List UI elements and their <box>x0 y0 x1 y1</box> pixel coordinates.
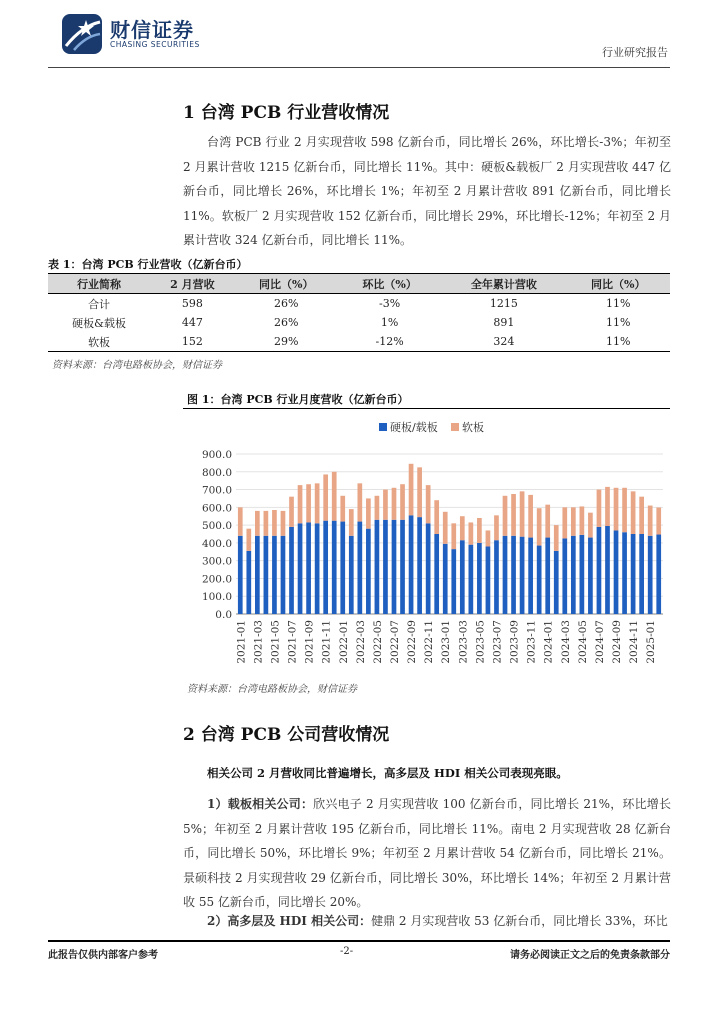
bar-rigid-substrate <box>298 523 303 614</box>
bar-flex <box>477 518 482 543</box>
item2-label: 2）高多层及 HDI 相关公司： <box>207 914 372 928</box>
y-tick-label: 200.0 <box>201 573 232 586</box>
bar-rigid-substrate <box>306 522 311 614</box>
figure1-source: 资料来源：台湾电路板协会，财信证券 <box>187 684 357 695</box>
x-tick-label: 2022-11 <box>423 620 436 664</box>
y-tick-label: 900.0 <box>201 449 232 461</box>
table-cell: 11% <box>606 316 631 329</box>
table-header-cell: 同比（%） <box>235 274 338 294</box>
bar-flex <box>545 505 550 538</box>
header-divider <box>48 67 670 68</box>
bar-flex <box>272 510 277 536</box>
bar-rigid-substrate <box>545 538 550 614</box>
bar-flex <box>443 512 448 544</box>
x-tick-label: 2023-07 <box>491 620 504 664</box>
bar-flex <box>383 490 388 520</box>
bar-rigid-substrate <box>597 527 602 614</box>
x-tick-label: 2023-05 <box>474 620 487 664</box>
section2-item1 <box>183 792 671 915</box>
table-row <box>48 294 670 314</box>
table-cell: 26% <box>274 297 299 310</box>
x-tick-label: 2021-03 <box>252 620 265 664</box>
legend-swatch <box>451 423 459 431</box>
bar-flex <box>639 497 644 534</box>
x-tick-label: 2024-05 <box>576 620 589 664</box>
bar-flex <box>597 490 602 527</box>
bar-rigid-substrate <box>289 527 294 614</box>
bar-flex <box>289 497 294 527</box>
footer-divider <box>48 940 670 942</box>
bar-rigid-substrate <box>460 540 465 614</box>
table-cell: 26% <box>274 316 299 329</box>
bar-rigid-substrate <box>571 536 576 614</box>
bar-flex <box>417 467 422 517</box>
bar-flex <box>622 488 627 532</box>
bar-rigid-substrate <box>332 521 337 614</box>
bar-rigid-substrate <box>340 522 345 614</box>
bar-rigid-substrate <box>639 534 644 614</box>
bar-rigid-substrate <box>648 536 653 614</box>
x-tick-label: 2023-11 <box>525 620 538 664</box>
bar-flex <box>469 522 474 544</box>
x-tick-label: 2021-07 <box>286 620 299 664</box>
table-header-cell: 全年累计营收 <box>441 274 566 294</box>
table-cell: 软板 <box>48 332 150 352</box>
bar-rigid-substrate <box>426 523 431 614</box>
section1-paragraph: 台湾 PCB 行业 2 月实现营收 598 亿新台币，同比增长 26%，环比增长-3%；年初至 2 月累计营收 1215 亿新台币，同比增长 11%。其中：硬板&载板厂 2 月实现营收 447 亿新台币，同比增长 26%，环比增长 1%；年初至 2 月累计营收 891 亿新台币，同比增长 11%。软板厂 2 月实现营收 152 亿新台币，同比增长 29%，环比增长-12%；年初至 2 月累计营收 324 亿新台币，同比增长 11%。 <box>183 135 671 247</box>
bar-rigid-substrate <box>631 534 636 614</box>
bar-flex <box>648 506 653 536</box>
table1-caption: 表 1：台湾 PCB 行业营收（亿新台币） <box>48 258 248 271</box>
bar-rigid-substrate <box>375 520 380 614</box>
bar-flex <box>656 508 661 535</box>
table-cell: -12% <box>338 332 441 352</box>
x-tick-label: 2024-07 <box>593 620 606 664</box>
x-tick-label: 2024-11 <box>628 620 641 664</box>
item1-label: 1）载板相关公司： <box>207 797 314 811</box>
footer-disclaimer-right: 请务必阅读正文之后的免责条款部分 <box>510 950 670 961</box>
bar-rigid-substrate <box>614 530 619 614</box>
table-cell: 598 <box>181 297 203 310</box>
table-cell: 891 <box>493 316 515 329</box>
x-tick-label: 2024-01 <box>542 620 555 664</box>
bar-rigid-substrate <box>246 551 251 614</box>
table-cell: -3% <box>379 297 401 310</box>
bar-rigid-substrate <box>562 538 567 614</box>
table-header-cell: 同比（%） <box>567 274 670 294</box>
bar-rigid-substrate <box>511 536 516 614</box>
bar-rigid-substrate <box>417 517 422 614</box>
bar-rigid-substrate <box>264 536 269 614</box>
bar-flex <box>614 488 619 531</box>
bar-flex <box>246 529 251 551</box>
bar-rigid-substrate <box>434 534 439 614</box>
bar-rigid-substrate <box>315 523 320 614</box>
bar-rigid-substrate <box>486 546 491 614</box>
table-cell: 1% <box>380 316 399 329</box>
bar-flex <box>460 516 465 540</box>
table-header-cell: 2 月营收 <box>150 274 234 294</box>
table-row <box>48 332 670 352</box>
bar-flex <box>537 508 542 545</box>
y-tick-label: 400.0 <box>201 537 232 550</box>
bar-flex <box>255 511 260 536</box>
bar-rigid-substrate <box>392 520 397 614</box>
section2-title: 2 台湾 PCB 公司营收情况 <box>183 725 390 745</box>
bar-rigid-substrate <box>588 538 593 614</box>
x-tick-label: 2024-03 <box>559 620 572 664</box>
y-tick-label: 100.0 <box>201 591 232 604</box>
y-tick-label: 800.0 <box>201 466 232 479</box>
bar-flex <box>605 487 610 526</box>
bar-flex <box>486 530 491 546</box>
x-tick-label: 2022-09 <box>406 620 419 664</box>
bar-rigid-substrate <box>494 540 499 614</box>
bar-flex <box>281 511 286 536</box>
bar-rigid-substrate <box>349 536 354 614</box>
bar-rigid-substrate <box>400 520 405 614</box>
x-tick-label: 2022-03 <box>354 620 367 664</box>
table-header-cell: 环比（%） <box>338 274 441 294</box>
bar-flex <box>349 509 354 536</box>
x-tick-label: 2022-01 <box>337 620 350 664</box>
table-cell: 447 <box>181 316 203 329</box>
bar-flex <box>511 494 516 536</box>
x-tick-label: 2023-03 <box>457 620 470 664</box>
bar-flex <box>588 513 593 538</box>
x-tick-label: 2022-07 <box>388 620 401 664</box>
bar-flex <box>451 523 456 549</box>
table-cell: 152 <box>150 332 234 352</box>
bar-rigid-substrate <box>272 536 277 614</box>
y-tick-label: 600.0 <box>201 502 232 515</box>
bar-rigid-substrate <box>554 551 559 614</box>
bar-flex <box>366 498 371 528</box>
table-cell: 11% <box>567 332 670 352</box>
table1-source: 资料来源：台湾电路板协会，财信证券 <box>52 360 222 371</box>
monthly-revenue-chart <box>183 410 670 675</box>
bar-flex <box>323 474 328 520</box>
footer-disclaimer-left: 此报告仅供内部客户参考 <box>48 950 158 961</box>
bar-rigid-substrate <box>383 520 388 614</box>
table-cell: 1215 <box>489 297 518 310</box>
bar-flex <box>264 511 269 536</box>
x-tick-label: 2021-05 <box>269 620 282 664</box>
bar-rigid-substrate <box>469 545 474 614</box>
bar-flex <box>238 507 243 535</box>
section2-item2 <box>183 909 671 933</box>
bar-flex <box>426 485 431 523</box>
table-header-cell: 行业简称 <box>48 274 150 294</box>
bar-rigid-substrate <box>357 522 362 614</box>
section1-title: 1 台湾 PCB 行业营收情况 <box>183 103 390 123</box>
bar-flex <box>298 485 303 523</box>
bar-flex <box>631 491 636 534</box>
x-tick-label: 2023-09 <box>508 620 521 664</box>
section2-lead: 相关公司 2 月营收同比普遍增长，高多层及 HDI 相关公司表现亮眼。 <box>207 766 568 780</box>
report-type-label: 行业研究报告 <box>602 46 668 59</box>
bar-flex <box>580 506 585 534</box>
x-tick-label: 2021-01 <box>235 620 248 664</box>
x-tick-label: 2021-09 <box>303 620 316 664</box>
bar-flex <box>554 525 559 551</box>
x-tick-label: 2024-09 <box>611 620 624 664</box>
bar-flex <box>409 464 414 516</box>
x-tick-label: 2023-01 <box>440 620 453 664</box>
table-cell: 硬板&载板 <box>72 316 126 330</box>
logo-chinese-name: 财信证券 <box>110 18 194 42</box>
bar-rigid-substrate <box>537 546 542 614</box>
table-cell: 合计 <box>88 297 111 311</box>
table-cell: 324 <box>441 332 566 352</box>
item2-text: 健鼎 2 月实现营收 53 亿新台币，同比增长 33%，环比 <box>371 914 668 928</box>
table-row <box>48 313 670 332</box>
bar-flex <box>434 500 439 534</box>
bar-rigid-substrate <box>503 536 508 614</box>
table-header-row <box>48 274 670 294</box>
table-cell: 11% <box>606 297 631 310</box>
logo-english-name: CHASING SECURITIES <box>110 40 200 49</box>
y-tick-label: 0.0 <box>215 609 232 621</box>
bar-flex <box>494 515 499 540</box>
bar-rigid-substrate <box>409 515 414 614</box>
bar-flex <box>357 483 362 521</box>
legend-label: 硬板/载板 <box>390 421 438 434</box>
bar-flex <box>571 507 576 535</box>
bar-rigid-substrate <box>238 536 243 614</box>
figure1-caption: 图 1：台湾 PCB 行业月度营收（亿新台币） <box>187 393 409 406</box>
bar-flex <box>503 496 508 536</box>
x-tick-label: 2021-11 <box>320 620 333 664</box>
bar-flex <box>392 488 397 520</box>
bar-rigid-substrate <box>528 538 533 614</box>
bar-flex <box>315 483 320 523</box>
bar-rigid-substrate <box>443 544 448 614</box>
bar-rigid-substrate <box>451 549 456 614</box>
y-tick-label: 300.0 <box>201 555 232 568</box>
revenue-table <box>48 273 670 352</box>
legend-swatch <box>379 423 387 431</box>
bar-flex <box>562 507 567 538</box>
bar-flex <box>306 484 311 522</box>
bar-rigid-substrate <box>520 537 525 614</box>
y-tick-label: 700.0 <box>201 484 232 497</box>
bar-flex <box>528 495 533 538</box>
x-tick-label: 2022-05 <box>371 620 384 664</box>
bar-flex <box>400 484 405 520</box>
page-number: -2- <box>340 946 354 957</box>
bar-rigid-substrate <box>605 526 610 614</box>
bar-flex <box>332 472 337 521</box>
bar-flex <box>375 496 380 520</box>
item1-text: 欣兴电子 2 月实现营收 100 亿新台币，同比增长 21%，环比增长 5%；年初至 2 月累计营收 195 亿新台币，同比增长 11%。南电 2 月实现营收 28 亿新台币，同比增长 50%，环比增长 9%；年初至 2 月累计营收 54 亿新台币，同比增长 21%。景硕科技 2 月实现营收 29 亿新台币，同比增长 30%，环比增长 14%；年初至 2 月累计营收 55 亿新台币，同比增长 20%。 <box>183 797 671 909</box>
bar-flex <box>340 496 345 522</box>
bar-rigid-substrate <box>477 543 482 614</box>
bar-rigid-substrate <box>656 535 661 614</box>
bar-rigid-substrate <box>580 535 585 614</box>
y-tick-label: 500.0 <box>201 520 232 533</box>
company-logo-icon <box>60 12 104 56</box>
table-cell: 29% <box>235 332 338 352</box>
bar-rigid-substrate <box>323 521 328 614</box>
bar-rigid-substrate <box>622 532 627 614</box>
bar-rigid-substrate <box>255 536 260 614</box>
legend-label: 软板 <box>462 421 484 434</box>
bar-rigid-substrate <box>281 536 286 614</box>
bar-rigid-substrate <box>366 529 371 614</box>
x-tick-label: 2025-01 <box>645 620 658 664</box>
bar-flex <box>520 491 525 536</box>
